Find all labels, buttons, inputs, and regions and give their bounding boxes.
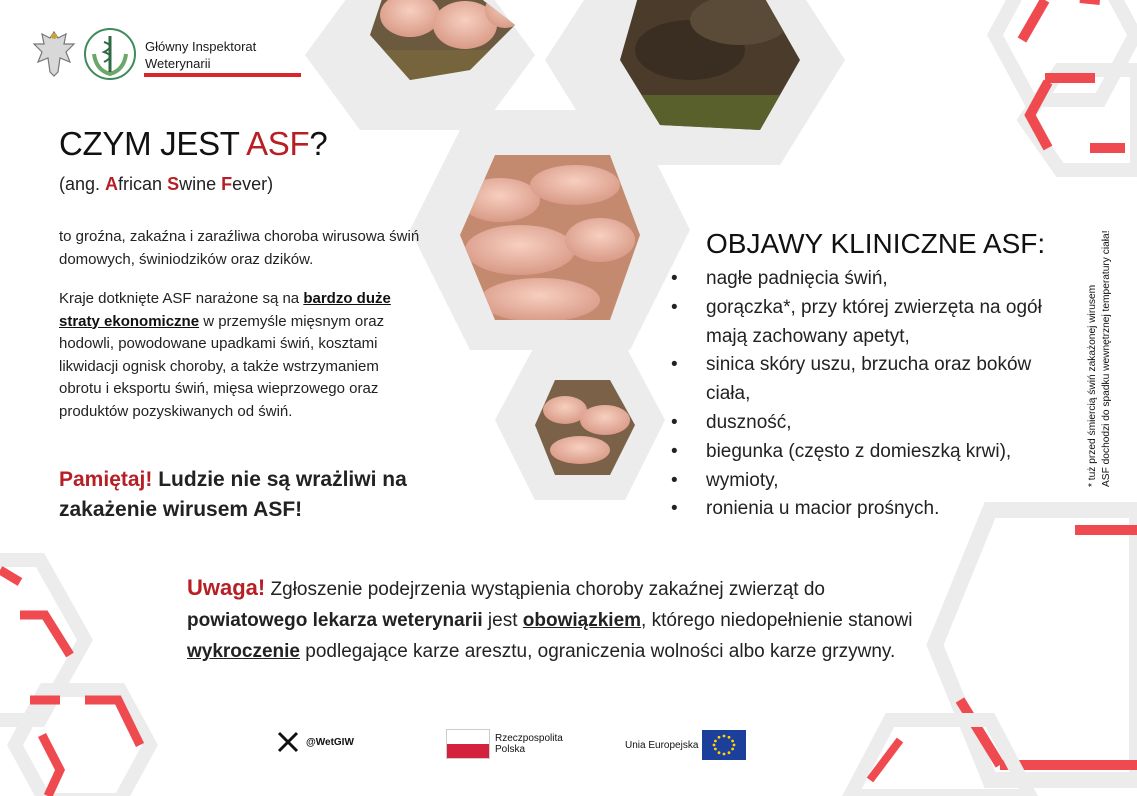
polish-eagle-emblem bbox=[30, 28, 78, 80]
economic-paragraph: Kraje dotknięte ASF narażone są na bardzo duże straty ekonomiczne w przemyśle mięsnym oraz hodowli, powodowane upadkami świń, kosztami likwidacji ognisk choroby, a także wstrzymaniem obrotu i eksportu świń, mięsa wieprzowego oraz produktów pozyskiwanych od świń. bbox=[59, 290, 391, 420]
pig-photo-3 bbox=[530, 375, 640, 480]
list-item: • biegunka (często z domieszką krwi), bbox=[706, 438, 1076, 467]
polish-flag-icon bbox=[446, 729, 490, 759]
pig-photo-2 bbox=[455, 150, 645, 325]
symptoms-list bbox=[706, 265, 1076, 524]
eu-flag-icon bbox=[702, 730, 746, 760]
list-item: • wymioty, bbox=[706, 467, 1076, 496]
list-item: • ronienia u macior prośnych. bbox=[706, 495, 1076, 524]
header-underline bbox=[144, 73, 301, 77]
legal-warning: Uwaga! Zgłoszenie podejrzenia wystąpienia choroby zakaźnej zwierząt do powiatowego lekarza weterynarii jest obowiązkiem, którego niedopełnienie stanowi wykroczenie podlegające karze aresztu, ograniczenia wolności albo karze grzywny. bbox=[187, 575, 913, 662]
temperature-footnote: * tuż przed śmiercią świń zakażonej wirusem ASF dochodzi do spadku wewnętrznej temperatury ciała! bbox=[1087, 230, 1112, 487]
pig-photo-1 bbox=[360, 0, 530, 90]
eu-label: Unia Europejska bbox=[625, 740, 699, 751]
list-item: • duszność, bbox=[706, 409, 1076, 438]
main-title: CZYM JEST ASF? bbox=[59, 125, 328, 162]
giw-emblem bbox=[82, 26, 138, 82]
social-handle[interactable]: @WetGIW bbox=[306, 737, 354, 748]
subtitle: (ang. African Swine Fever) bbox=[59, 174, 274, 194]
remember-note: Pamiętaj! Ludzie nie są wrażliwi na zakażenie wirusem ASF! bbox=[59, 468, 407, 521]
list-item: • nagłe padnięcia świń, bbox=[706, 265, 1076, 294]
list-item: • gorączka*, przy której zwierzęta na ogół mają zachowany apetyt, bbox=[706, 294, 1076, 352]
symptoms-title: OBJAWY KLINICZNE ASF: bbox=[706, 228, 1046, 259]
boar-photo bbox=[610, 0, 810, 140]
organization-name: Główny Inspektorat Weterynarii bbox=[145, 39, 257, 71]
x-logo-icon[interactable] bbox=[277, 731, 299, 753]
rp-label: Rzeczpospolita Polska bbox=[495, 733, 563, 755]
definition-paragraph: to groźna, zakaźna i zaraźliwa choroba wirusowa świń domowych, świniodzików oraz dzików. bbox=[59, 228, 420, 268]
list-item: • sinica skóry uszu, brzucha oraz boków ciała, bbox=[706, 351, 1076, 409]
